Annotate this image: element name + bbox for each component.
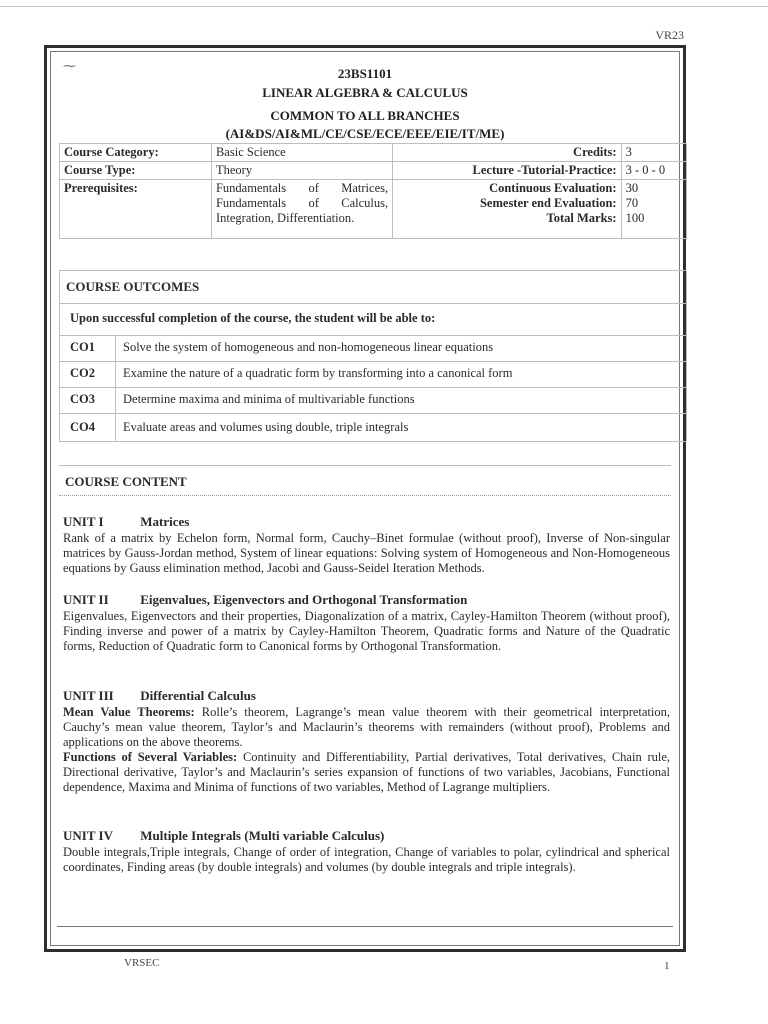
common-heading: COMMON TO ALL BRANCHES — [270, 108, 460, 123]
course-outcomes-intro: Upon successful completion of the course, the student will be able to: — [70, 311, 436, 325]
outcome-row — [60, 413, 686, 442]
prerequisites-label: Prerequisites: — [60, 180, 212, 239]
outcome-code: CO3 — [70, 392, 95, 406]
unit-3-number: UNIT III — [63, 688, 114, 703]
unit-1-number: UNIT I — [63, 514, 104, 529]
total-marks-value: 100 — [625, 211, 645, 225]
outcome-text: Solve the system of homogeneous and non-homogeneous linear equations — [123, 340, 494, 354]
course-category-label: Course Category: — [60, 144, 212, 162]
footer-institution: VRSEC — [124, 957, 160, 969]
outcome-row — [60, 387, 686, 413]
semester-end-evaluation-value: 70 — [625, 196, 639, 210]
unit-1-heading — [63, 514, 670, 529]
page-top-line — [0, 6, 768, 7]
course-category-value: Basic Science — [211, 144, 392, 162]
unit-4-number: UNIT IV — [63, 828, 113, 843]
unit-2-text: Eigenvalues, Eigenvectors and their properties, Diagonalization of a matrix, Cayley-Hamilton Theorem (without proof), Finding inverse and power of a matrix by Cayley-Hamilton Theorem, Quadratic forms and Nature of the Quadratic forms, Reduction of Quadratic form to Canonical forms by Orthogonal Transformation. — [63, 609, 670, 653]
unit-1-text: Rank of a matrix by Echelon form, Normal form, Cauchy–Binet formulae (without proof), Inverse of Non-singular matrices by Gauss-Jordan method, System of linear equations: Solving system of Homogeneous and Non-Homogeneous equations by Gauss elimination method, Jacobi and Gauss-Seidel Iteration Methods. — [63, 531, 670, 575]
column-divider — [115, 387, 116, 413]
frame-inner-border — [50, 51, 680, 946]
info-row — [60, 144, 687, 162]
unit-4-title: Multiple Integrals (Multi variable Calculus) — [140, 828, 385, 843]
unit-2-heading — [63, 592, 670, 607]
unit-4-heading — [63, 828, 670, 843]
column-divider — [115, 335, 116, 361]
outcome-text: Examine the nature of a quadratic form by transforming into a canonical form — [123, 366, 513, 380]
mean-value-theorems-label: Mean Value Theorems: — [63, 705, 195, 719]
mean-value-theorems-paragraph — [63, 705, 670, 750]
credits-value: 3 — [621, 144, 686, 162]
branches-heading: (AI&DS/AI&ML/CE/CSE/ECE/EEE/EIE/IT/ME) — [225, 126, 505, 141]
outcome-row — [60, 335, 686, 361]
outcome-row — [60, 361, 686, 387]
scribble-mark: ⁓ — [63, 58, 76, 73]
unit-3 — [63, 688, 670, 795]
outcome-text: Determine maxima and minima of multivariable functions — [123, 392, 415, 406]
unit-3-title: Differential Calculus — [140, 688, 256, 703]
total-marks-label: Total Marks: — [546, 211, 617, 225]
course-outcomes-box — [59, 270, 687, 442]
divider — [60, 303, 686, 304]
course-outcomes-title: COURSE OUTCOMES — [66, 279, 200, 294]
page-number: 1 — [664, 960, 670, 972]
unit-1-title: Matrices — [140, 514, 190, 529]
mean-value-theorems-text: Rolle’s theorem, Lagrange’s mean value theorem with their geometrical interpretation, Cauchy’s mean value theorem, Taylor’s and Maclaurin’s theorems with remainders (without proof), Problems and applications on the above theorems. — [63, 705, 670, 749]
course-info-table — [59, 143, 687, 239]
evaluation-labels — [393, 180, 621, 239]
section-divider — [59, 465, 671, 466]
unit-2-title: Eigenvalues, Eigenvectors and Orthogonal Transformation — [140, 592, 468, 607]
info-row — [60, 162, 687, 180]
several-variables-text: Continuity and Differentiability, Partial derivatives, Total derivatives, Chain rule, Directional derivative, Taylor’s and Maclaurin’s series expansion of functions of two variables, Jacobians, Functional dependence, Maxima and Minima of functions of two variables, Method of Lagrange multipliers. — [63, 750, 670, 794]
unit-1 — [63, 514, 670, 576]
ltp-value: 3 - 0 - 0 — [621, 162, 686, 180]
prerequisites-value: Fundamentals of Matrices, Fundamentals of Calculus, Integration, Differentiation. — [211, 180, 392, 239]
unit-3-heading — [63, 688, 670, 703]
course-code: 23BS1101 — [337, 66, 393, 81]
column-divider — [115, 413, 116, 442]
syllabus-frame — [44, 45, 686, 952]
unit-4-text: Double integrals,Triple integrals, Change of order of integration, Change of variables to polar, cylindrical and spherical coordinates, Finding areas (by double integrals) and volumes (by double integrals and triple integrals). — [63, 845, 670, 874]
course-type-label: Course Type: — [60, 162, 212, 180]
course-content-title: COURSE CONTENT — [65, 474, 187, 489]
course-name: LINEAR ALGEBRA & CALCULUS — [262, 85, 468, 100]
unit-2-number: UNIT II — [63, 592, 109, 607]
unit-4 — [63, 828, 670, 875]
course-content-rule — [59, 495, 671, 496]
ltp-label: Lecture -Tutorial-Practice: — [393, 162, 621, 180]
column-divider — [115, 361, 116, 387]
continuous-evaluation-label: Continuous Evaluation: — [489, 181, 617, 195]
semester-end-evaluation-label: Semester end Evaluation: — [479, 196, 617, 210]
evaluation-values — [621, 180, 686, 239]
continuous-evaluation-value: 30 — [625, 181, 639, 195]
regulation-code: VR23 — [655, 28, 684, 42]
outcome-text: Evaluate areas and volumes using double, triple integrals — [123, 420, 409, 434]
unit-2 — [63, 592, 670, 654]
several-variables-paragraph — [63, 750, 670, 795]
outcome-code: CO4 — [70, 420, 95, 434]
credits-label: Credits: — [393, 144, 621, 162]
outcome-code: CO2 — [70, 366, 95, 380]
bottom-rule — [57, 926, 673, 927]
several-variables-label: Functions of Several Variables: — [63, 750, 238, 764]
info-row — [60, 180, 687, 239]
course-type-value: Theory — [211, 162, 392, 180]
outcome-code: CO1 — [70, 340, 95, 354]
